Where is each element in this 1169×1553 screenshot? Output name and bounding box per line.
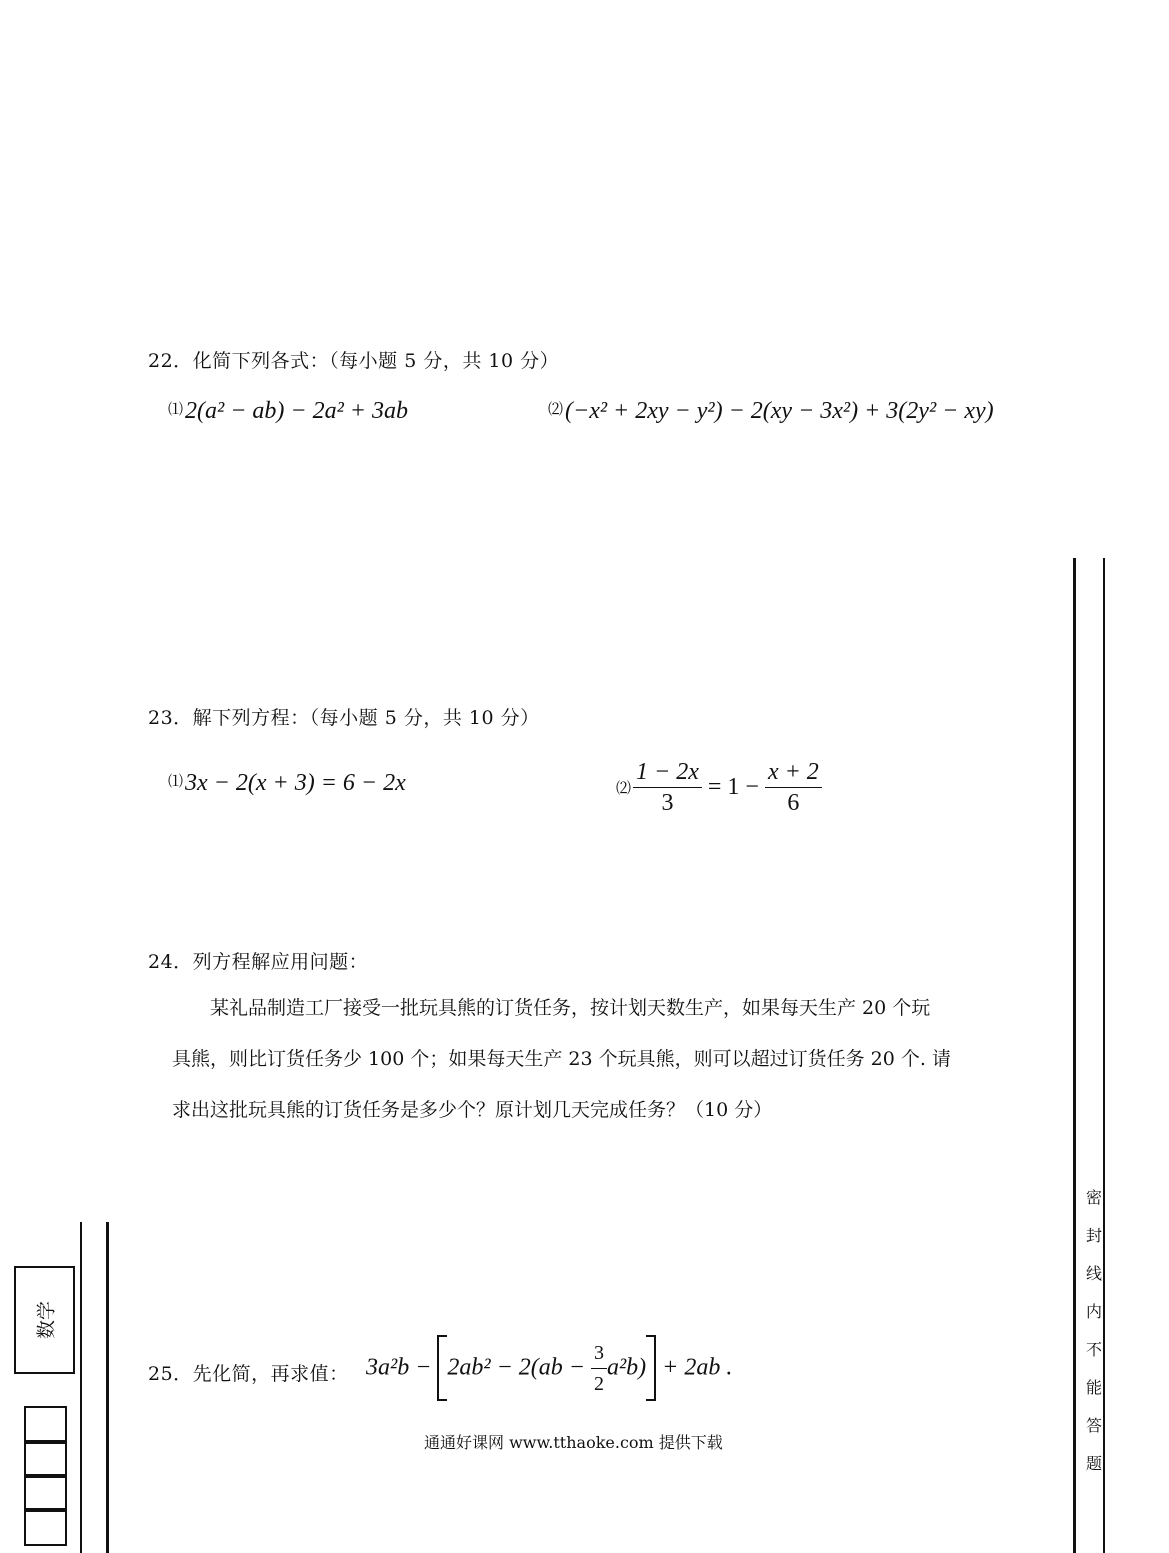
seal-line-inner [1073, 558, 1076, 1553]
seal-char-7: 答 [1085, 1416, 1102, 1435]
q23-lhs-numerator: 1 − 2x [633, 757, 702, 788]
q24-line-2: 具熊，则比订货任务少 100 个；如果每天生产 23 个玩具熊，则可以超过订货任务 20 个. 请 [172, 1048, 951, 1070]
q24-problem-text [172, 983, 1032, 1136]
seal-char-3: 线 [1085, 1264, 1102, 1283]
q23-rhs-numerator: x + 2 [765, 757, 822, 788]
q23-part2 [616, 757, 822, 818]
q23-part2-label: ⑵ [616, 781, 632, 797]
seal-char-1: 密 [1085, 1188, 1102, 1207]
q22-part1-label: ⑴ [168, 402, 184, 418]
q25-expr-c: a²b) [606, 1354, 647, 1381]
seal-char-6: 能 [1085, 1378, 1102, 1397]
q23-part1 [168, 770, 406, 797]
q24-line-3: 求出这批玩具熊的订货任务是多少个？原计划几天完成任务？（10 分） [172, 1099, 773, 1121]
q25-expr-d: + 2ab . [662, 1354, 733, 1381]
score-cell-1 [24, 1406, 67, 1444]
q22-part1-expr: 2(a² − ab) − 2a² + 3ab [185, 398, 408, 424]
subject-box [14, 1266, 75, 1374]
q25-expr-a: 3a²b − [366, 1354, 432, 1381]
q23-rhs-fraction [765, 757, 822, 818]
subject-label: 数学 [35, 1300, 57, 1340]
score-cell-3 [24, 1474, 67, 1512]
binding-line-outer [80, 1222, 82, 1553]
score-cell-2 [24, 1440, 67, 1478]
q23-heading: 23．解下列方程：（每小题 5 分，共 10 分） [148, 707, 540, 729]
binding-line-inner [106, 1222, 109, 1553]
q23-lhs-fraction [633, 757, 702, 818]
right-bracket [646, 1335, 656, 1401]
left-bracket [437, 1335, 447, 1401]
q25-fraction [591, 1338, 607, 1399]
q23-part1-label: ⑴ [168, 774, 184, 790]
q25-heading: 25．先化简，再求值： [148, 1363, 349, 1385]
score-cell-4 [24, 1508, 67, 1546]
q22-part2 [548, 398, 994, 425]
seal-line-outer [1103, 558, 1105, 1553]
q22-part2-expr: (−x² + 2xy − y²) − 2(xy − 3x²) + 3(2y² − xy) [565, 398, 994, 424]
q22-heading: 22．化简下列各式：（每小题 5 分，共 10 分） [148, 350, 560, 372]
q23-equals: = 1 − [707, 774, 759, 800]
q25-expression [366, 1335, 732, 1405]
seal-char-4: 内 [1085, 1302, 1102, 1321]
seal-char-2: 封 [1085, 1226, 1102, 1245]
q25-frac-denominator: 2 [593, 1372, 604, 1395]
seal-char-5: 不 [1085, 1340, 1102, 1359]
q23-rhs-denominator: 6 [787, 790, 800, 816]
footer-source: 通通好课网 www.tthaoke.com 提供下载 [424, 1433, 723, 1452]
q25-frac-numerator: 3 [591, 1338, 607, 1369]
q24-line-1: 某礼品制造工厂接受一批玩具熊的订货任务，按计划天数生产，如果每天生产 20 个玩 [210, 997, 931, 1019]
q23-part1-expr: 3x − 2(x + 3) = 6 − 2x [185, 770, 406, 796]
q22-part1 [168, 398, 408, 425]
seal-char-8: 题 [1085, 1454, 1102, 1473]
q24-heading: 24．列方程解应用问题： [148, 951, 369, 973]
q23-lhs-denominator: 3 [661, 790, 674, 816]
q25-expr-b: 2ab² − 2(ab − [447, 1354, 585, 1381]
q22-part2-label: ⑵ [548, 402, 564, 418]
